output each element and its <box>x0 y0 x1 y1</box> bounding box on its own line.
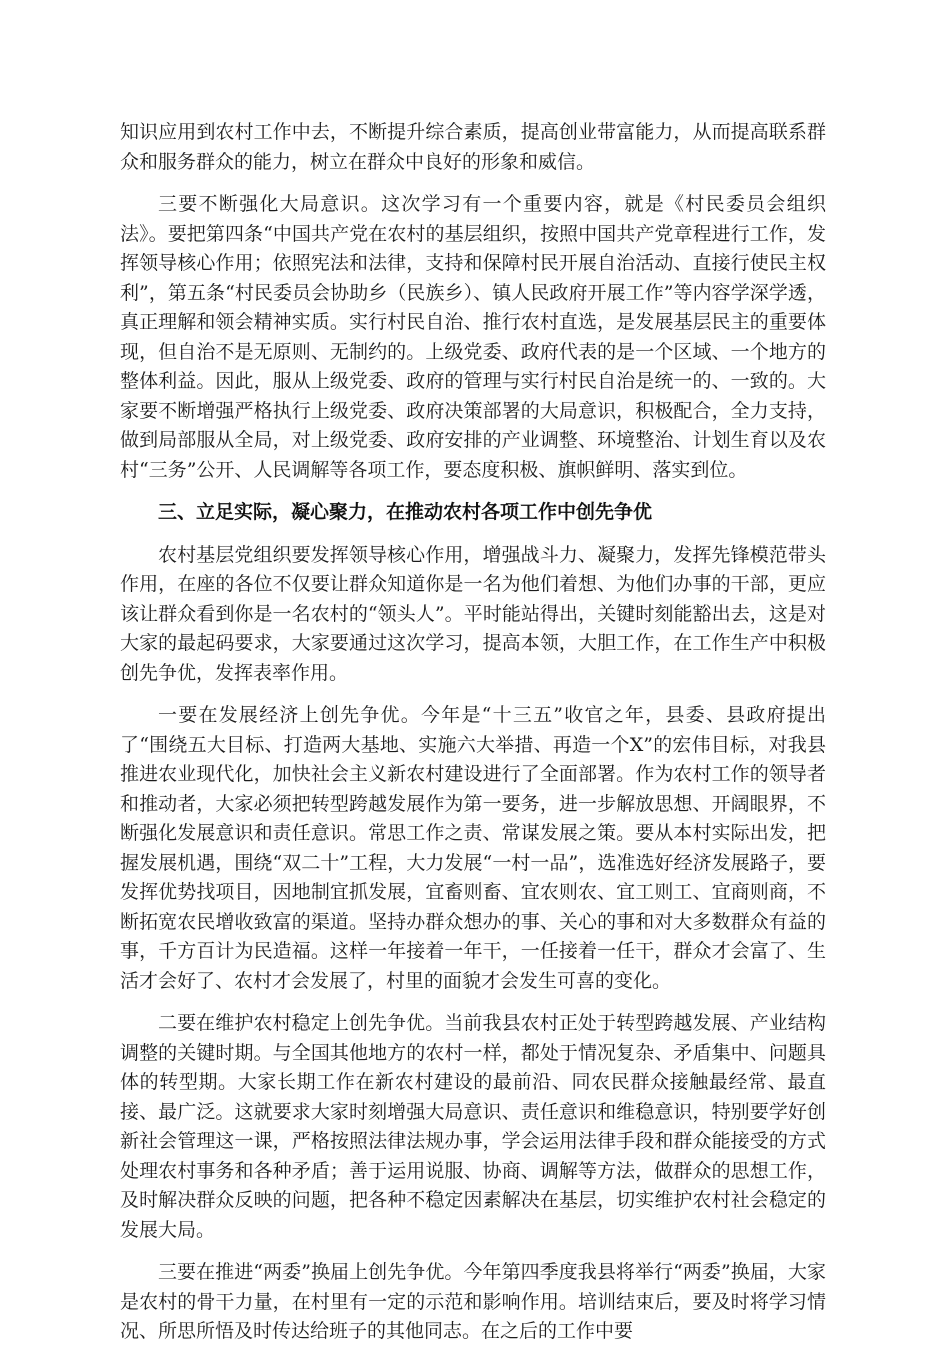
paragraph-continuation: 知识应用到农村工作中去，不断提升综合素质，提高创业带富能力，从而提高联系群众和服务群众的能力，树立在群众中良好的形象和威信。 <box>120 121 826 173</box>
paragraph-leadership-role: 农村基层党组织要发挥领导核心作用，增强战斗力、凝聚力，发挥先锋模范带头作用，在座的各位不仅要让群众知道你是一名为他们着想、为他们办事的干部，更应该让群众看到你是一名农村的“领头人”。平时能站得出，关键时刻能豁出去，这是对大家的最起码要求，大家要通过这次学习，提高本领，大胆工作，在工作生产中积极创先争优，发挥表率作用。 <box>120 543 826 684</box>
document-body <box>120 118 826 1360</box>
paragraph-committee-election: 三要在推进“两委”换届上创先争优。今年第四季度我县将举行“两委”换届，大家是农村的骨干力量，在村里有一定的示范和影响作用。培训结束后，要及时将学习情况、所思所悟及时传达给班子的其他同志。在之后的工作中要 <box>120 1261 826 1342</box>
section-heading: 三、立足实际，凝心聚力，在推动农村各项工作中创先争优 <box>158 501 653 523</box>
paragraph-broad-awareness: 三要不断强化大局意识。这次学习有一个重要内容，就是《村民委员会组织法》。要把第四条“中国共产党在农村的基层组织，按照中国共产党章程进行工作，发挥领导核心作用；依照宪法和法律，支持和保障村民开展自治活动、直接行使民主权利”，第五条“村民委员会协助乡（民族乡）、镇人民政府开展工作”等内容学深学透，真正理解和领会精神实质。实行村民自治、推行农村直选，是发展基层民主的重要体现，但自治不是无原则、无制约的。上级党委、政府代表的是一个区域、一个地方的整体利益。因此，服从上级党委、政府的管理与实行村民自治是统一的、一致的。大家要不断增强严格执行上级党委、政府决策部署的大局意识，积极配合，全力支持，做到局部服从全局，对上级党委、政府安排的产业调整、环境整治、计划生育以及农村“三务”公开、人民调解等各项工作，要态度积极、旗帜鲜明、落实到位。 <box>120 193 826 481</box>
paragraph-rural-stability: 二要在维护农村稳定上创先争优。当前我县农村正处于转型跨越发展、产业结构调整的关键时期。与全国其他地方的农村一样，都处于情况复杂、矛盾集中、问题具体的转型期。大家长期工作在新农村建设的最前沿、同农民群众接触最经常、最直接、最广泛。这就要求大家时刻增强大局意识、责任意识和维稳意识，特别要学好创新社会管理这一课，严格按照法律法规办事，学会运用法律手段和群众能接受的方式处理农村事务和各种矛盾；善于运用说服、协商、调解等方法，做群众的思想工作，及时解决群众反映的问题，把各种不稳定因素解决在基层，切实维护农村社会稳定的发展大局。 <box>120 1012 826 1241</box>
paragraph-economic-development: 一要在发展经济上创先争优。今年是“十三五”收官之年，县委、县政府提出了“围绕五大目标、打造两大基地、实施六大举措、再造一个X”的宏伟目标，对我县推进农业现代化，加快社会主义新农村建设进行了全面部署。作为农村工作的领导者和推动者，大家必须把转型跨越发展作为第一要务，进一步解放思想、开阔眼界，不断强化发展意识和责任意识。常思工作之责、常谋发展之策。要从本村实际出发，把握发展机遇，围绕“双二十”工程，大力发展“一村一品”，选准选好经济发展路子，要发挥优势找项目，因地制宜抓发展，宜畜则畜、宜农则农、宜工则工、宜商则商，不断拓宽农民增收致富的渠道。坚持办群众想办的事、关心的事和对大多数群众有益的事，千方百计为民造福。这样一年接着一年干，一任接着一任干，群众才会富了、生活才会好了、农村才会发展了，村里的面貌才会发生可喜的变化。 <box>120 704 826 992</box>
